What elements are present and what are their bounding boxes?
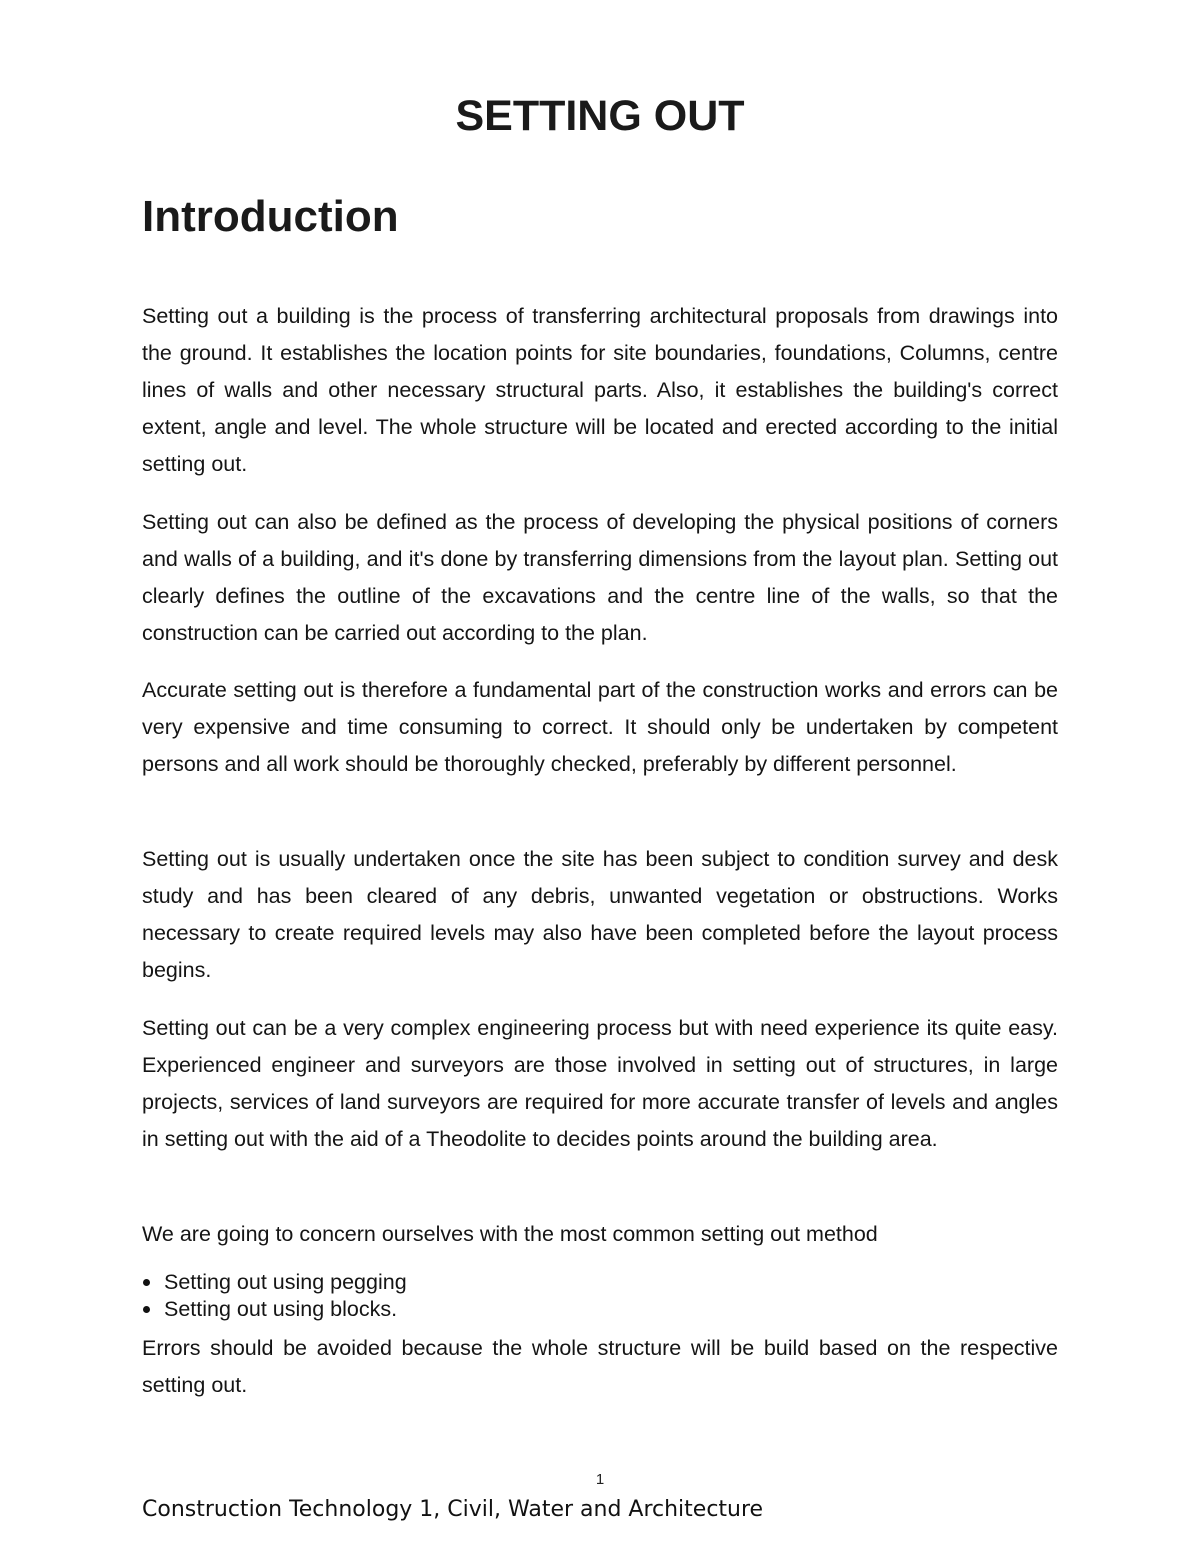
list-item — [142, 1269, 1058, 1296]
paragraph-physical-positions: Setting out can also be defined as the process of developing the physical positions of corners and walls of a building, and it's done by transferring dimensions from the layout plan. Setting out clearly defines the outline of the excavations and the centre line of the walls, so that the construction can be carried out according to the plan. — [142, 510, 1058, 645]
page-number: 1 — [595, 1471, 605, 1488]
list-item-label: Setting out using blocks. — [164, 1297, 398, 1321]
document-title: SETTING OUT — [455, 92, 745, 140]
paragraph-site-preparation: Setting out is usually undertaken once the site has been subject to condition survey and desk study and has been cleared of any debris, unwanted vegetation or obstructions. Works necessary to create required levels may also have been completed before the layout process begins. — [142, 847, 1058, 982]
paragraph-errors: Errors should be avoided because the whole structure will be build based on the respective setting out. — [142, 1336, 1058, 1397]
methods-bullet-list — [142, 1269, 1058, 1323]
list-item-label: Setting out using pegging — [164, 1270, 407, 1294]
bullet-dot-icon — [143, 1306, 150, 1313]
paragraph-accuracy: Accurate setting out is therefore a fundamental part of the construction works and errors can be very expensive and time consuming to correct. It should only be undertaken by competent persons and all work should be thoroughly checked, preferably by different personnel. — [142, 678, 1058, 776]
paragraph-definition: Setting out a building is the process of transferring architectural proposals from drawings into the ground. It establishes the location points for site boundaries, foundations, Columns, centre lines of walls and other necessary structural parts. Also, it establishes the building's correct extent, angle and level. The whole structure will be located and erected according to the initial setting out. — [142, 304, 1058, 476]
page-footer: Construction Technology 1, Civil, Water and Architecture — [142, 1497, 764, 1522]
list-item — [142, 1296, 1058, 1323]
paragraph-engineering-process: Setting out can be a very complex engineering process but with need experience its quite easy. Experienced engineer and surveyors are those involved in setting out of structures, in large projects, services of land surveyors are required for more accurate transfer of levels and angles in setting out with the aid of a Theodolite to decides points around the building area. — [142, 1016, 1058, 1151]
paragraph-common-methods: We are going to concern ourselves with the most common setting out method — [142, 1222, 878, 1246]
bullet-dot-icon — [143, 1279, 150, 1286]
section-heading-introduction: Introduction — [142, 192, 399, 241]
